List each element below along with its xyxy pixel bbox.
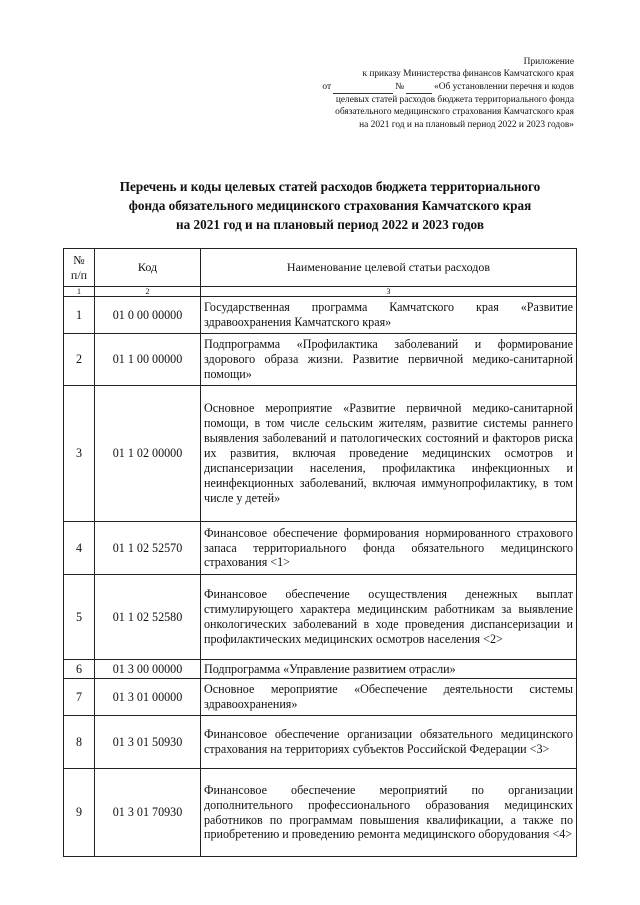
row-number: 7 [64, 679, 95, 716]
header-name: Наименование целевой статьи расходов [201, 249, 577, 287]
table-row [64, 386, 577, 522]
appendix-header [304, 56, 574, 131]
table-row [64, 769, 577, 857]
row-number: 9 [64, 769, 95, 857]
row-code: 01 1 02 52580 [95, 575, 201, 660]
row-code: 01 3 01 00000 [95, 679, 201, 716]
appendix-number-prefix: № [395, 82, 405, 93]
row-name: Государственная программа Камчатского края «Развитие здравоохранения Камчатского края» [201, 297, 577, 334]
handwritten-number [406, 81, 432, 94]
column-number-1: 1 [64, 287, 95, 297]
document-title [70, 177, 590, 234]
row-name: Основное мероприятие «Развитие первичной медико-санитарной помощи, в том числе сельским жителям, развитие системы раннего выявления заболеваний и патологических состояний и факторов риска их развития, включая проведение медицинских осмотров и диспансеризации населения, профилактика инфекционных и неинфекционных заболеваний, включая иммунопрофилактику, в том числе у детей» [201, 386, 577, 522]
row-number: 2 [64, 334, 95, 386]
appendix-title: Приложение [523, 57, 574, 67]
appendix-order-ref: к приказу Министерства финансов Камчатского края [362, 69, 574, 80]
row-name: Подпрограмма «Управление развитием отрасли» [201, 660, 577, 679]
row-name: Финансовое обеспечение формирования нормированного страхового запаса территориального фонда обязательного медицинского страхования <1> [201, 522, 577, 575]
appendix-order-line [304, 81, 574, 94]
document-title-line3: на 2021 год и на плановый период 2022 и 2023 годов [176, 217, 484, 232]
row-name: Финансовое обеспечение организации обязательного медицинского страхования на территориях субъектов Российской Федерации <3> [201, 716, 577, 769]
handwritten-date [333, 81, 393, 94]
appendix-order-title-line3: целевых статей расходов бюджета территориального фонда [335, 94, 574, 105]
row-number: 8 [64, 716, 95, 769]
row-code: 01 0 00 00000 [95, 297, 201, 334]
appendix-from-prefix: от [322, 82, 332, 93]
row-number: 6 [64, 660, 95, 679]
header-number [64, 249, 95, 287]
row-number: 5 [64, 575, 95, 660]
row-number: 3 [64, 386, 95, 522]
column-number-row [64, 287, 577, 297]
row-name: Основное мероприятие «Обеспечение деятельности системы здравоохранения» [201, 679, 577, 716]
row-code: 01 3 00 00000 [95, 660, 201, 679]
table-row [64, 575, 577, 660]
appendix-order-title-start: «Об установлении перечня и кодов [434, 82, 574, 93]
table-header-row [64, 249, 577, 287]
row-code: 01 3 01 70930 [95, 769, 201, 857]
table-row [64, 679, 577, 716]
row-code: 01 1 02 00000 [95, 386, 201, 522]
document-title-line1: Перечень и коды целевых статей расходов бюджета территориального [119, 179, 541, 194]
row-name: Подпрограмма «Профилактика заболеваний и формирование здорового образа жизни. Развитие первичной медико-санитарной помощи» [201, 334, 577, 386]
row-name: Финансовое обеспечение осуществления денежных выплат стимулирующего характера медицинским работникам за выявление онкологических заболеваний в ходе проведения диспансеризации и профилактических медицинских осмотров населения <2> [201, 575, 577, 660]
row-number: 4 [64, 522, 95, 575]
table-row [64, 334, 577, 386]
column-number-2: 2 [95, 287, 201, 297]
header-number-line2: п/п [70, 267, 88, 282]
header-code: Код [95, 249, 201, 287]
row-code: 01 3 01 50930 [95, 716, 201, 769]
row-name: Финансовое обеспечение мероприятий по организации дополнительного профессионального образования медицинских работников по программам повышения квалификации, а также по приобретению и проведению ремонта медицинского оборудования <4> [201, 769, 577, 857]
table-row [64, 522, 577, 575]
expense-codes-table [63, 248, 577, 857]
appendix-order-title-line4: обязательного медицинского страхования Камчатского края [335, 107, 574, 118]
table-row [64, 660, 577, 679]
header-number-line1: № [73, 252, 85, 267]
row-code: 01 1 00 00000 [95, 334, 201, 386]
column-number-3: 3 [201, 287, 577, 297]
table-row [64, 716, 577, 769]
table-row [64, 297, 577, 334]
row-code: 01 1 02 52570 [95, 522, 201, 575]
appendix-order-title-line5: на 2021 год и на плановый период 2022 и 2023 годов» [359, 119, 574, 130]
document-title-line2: фонда обязательного медицинского страхования Камчатского края [128, 198, 532, 213]
row-number: 1 [64, 297, 95, 334]
